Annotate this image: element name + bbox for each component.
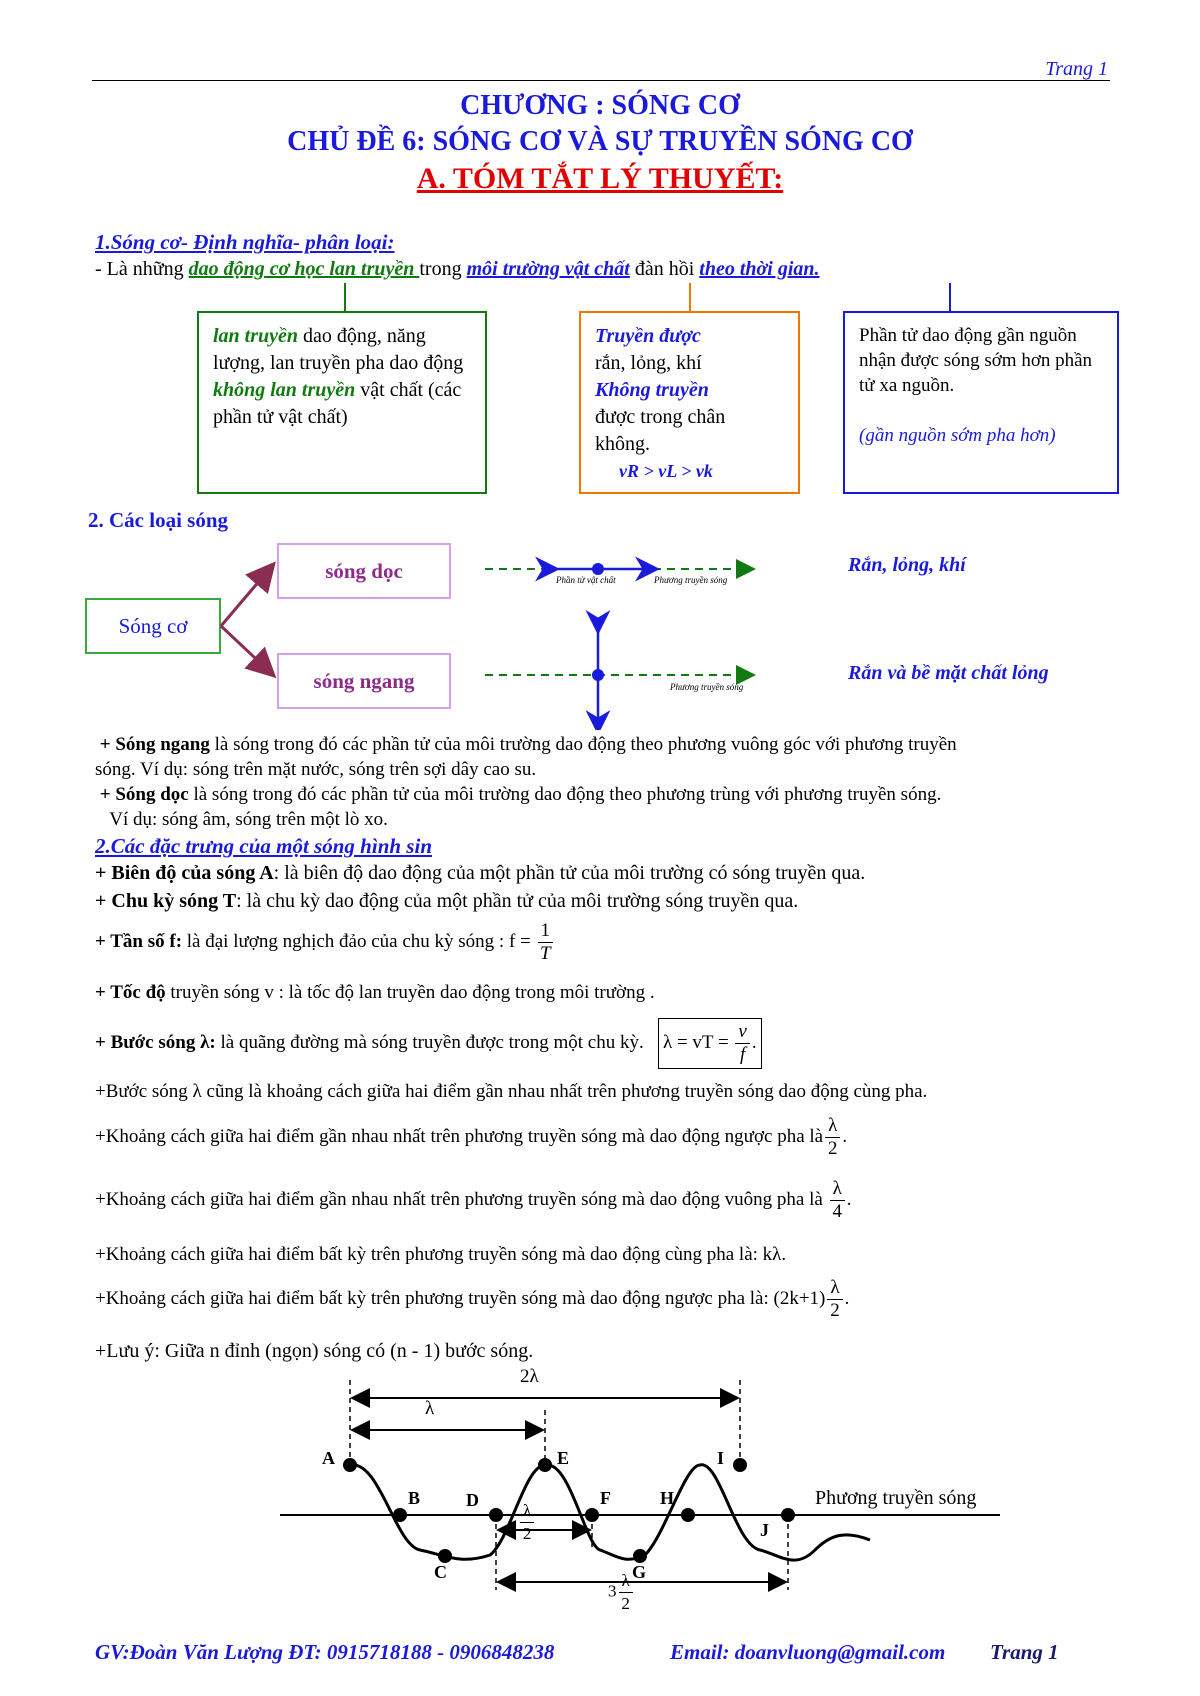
quadrature-num: λ [830, 1178, 845, 1201]
point-f-label: F [600, 1488, 611, 1508]
amplitude-term: + Biên độ của sóng A [95, 862, 274, 884]
box-green-label-a: lan truyền [213, 325, 299, 347]
any-in-phase: +Khoảng cách giữa hai điểm bất kỳ trên phương truyền sóng mà dao động cùng pha là: kλ. [95, 1244, 787, 1265]
point-i-label: I [717, 1448, 725, 1468]
box-green-label-c: không lan truyền [213, 379, 356, 401]
wave-types-heading: 2. Các loại sóng [88, 508, 229, 532]
frequency-term: + Tần số f: [95, 930, 183, 952]
point-d-label: D [466, 1490, 479, 1510]
point-j-label: J [760, 1520, 769, 1540]
label-lambda: λ [425, 1398, 435, 1419]
label-element: Phần tử vật chất [556, 575, 616, 585]
point-b-dot [393, 1508, 407, 1522]
transverse-box: sóng ngang [277, 653, 451, 709]
frequency-numerator: 1 [538, 920, 554, 943]
root-wave-box: Sóng cơ [85, 598, 221, 654]
def-text-3: đàn hồi [629, 258, 700, 280]
crest-note: +Lưu ý: Giữa n đỉnh (ngọn) sóng có (n - 1) bước sóng. [95, 1340, 534, 1362]
wavelength-formula-dot: . [751, 1031, 757, 1053]
axis-label: Phương truyền sóng [815, 1487, 977, 1509]
def-phrase-oscillation: dao động cơ học lan truyền [188, 258, 420, 280]
antiphase-text: +Khoảng cách giữa hai điểm gần nhau nhất trên phương truyền sóng mà dao động ngược pha là [95, 1125, 824, 1147]
transverse-text: là sóng trong đó các phần tử của môi trường dao động theo phương vuông góc với phương truyền [209, 734, 957, 755]
speed-term: + Tốc độ [95, 982, 166, 1003]
period-line [95, 890, 798, 913]
wavelength-term: + Bước sóng λ: [95, 1031, 216, 1053]
period-text: : là chu kỳ dao động của một phần tử của môi trường sóng truyền qua. [236, 890, 799, 912]
wavelength-line [95, 1018, 762, 1069]
quadrature-den: 4 [832, 1201, 842, 1222]
def-text-1: - Là những [95, 258, 189, 280]
medium-longitudinal: Rắn, lỏng, khí [848, 554, 966, 576]
any-antiphase-den: 2 [830, 1300, 840, 1321]
box-blue-text-b: (gần nguồn sớm pha hơn) [859, 425, 1056, 446]
point-e-dot [538, 1458, 552, 1472]
wavelength-formula-den: f [739, 1044, 746, 1065]
box-blue-text-a: Phần tử dao động gần nguồn nhận được sóng sớm hơn phần tử xa nguồn. [859, 325, 1093, 396]
box-energy-transfer [197, 311, 487, 494]
point-g-dot [633, 1549, 647, 1563]
box-green-text-b: dao động, năng lượng, lan truyền pha dao động [213, 325, 464, 374]
point-e-label: E [557, 1448, 570, 1468]
box-orange-text-d: được trong chân không. [595, 406, 726, 455]
label-half-lambda [518, 1500, 536, 1545]
footer-teacher: GV:Đoàn Văn Lượng ĐT: 0915718188 - 0906848238 [95, 1640, 555, 1664]
longitudinal-box: sóng dọc [277, 543, 451, 599]
quadrature-distance: +Khoảng cách giữa hai điểm gần nhau nhất trên phương truyền sóng mà dao động vuông pha là $\frac{\lambda}{4}$ . [95, 1178, 852, 1222]
point-c-dot [438, 1549, 452, 1563]
in-phase-distance: +Bước sóng λ cũng là khoảng cách giữa hai điểm gần nhau nhất trên phương truyền sóng dao động cùng pha. [95, 1081, 928, 1102]
box-orange-label-a: Truyền được [595, 325, 701, 347]
point-f-dot [585, 1508, 599, 1522]
three-half-num: λ [619, 1570, 633, 1593]
point-h-label: H [660, 1488, 675, 1508]
point-j-dot [781, 1508, 795, 1522]
half-lambda-den: 2 [522, 1524, 532, 1543]
speed-inequality: vR > vL > vk [619, 461, 713, 481]
def-text-2: trong [419, 258, 467, 280]
transverse-definition [95, 732, 1145, 832]
antiphase-num: λ [825, 1115, 840, 1138]
wavelength-formula-num: v [735, 1021, 749, 1044]
box-orange-text-b: rắn, lỏng, khí [595, 352, 702, 374]
longitudinal-term: + Sóng dọc [99, 784, 189, 805]
any-antiphase: +Khoảng cách giữa hai điểm bất kỳ trên phương truyền sóng mà dao động ngược pha là: (2k+1) $\frac{\lambda}{2}$ . [95, 1277, 850, 1321]
footer-email[interactable]: Email: doanvluong@gmail.com [670, 1640, 946, 1664]
wavelength-formula-box [658, 1018, 762, 1069]
antiphase-distance: +Khoảng cách giữa hai điểm gần nhau nhất trên phương truyền sóng mà dao động ngược pha là $\frac{\lambda}{2}$ . [95, 1115, 848, 1159]
def-phrase-medium: môi trường vật chất [466, 258, 630, 280]
quadrature-text: +Khoảng cách giữa hai điểm gần nhau nhất trên phương truyền sóng mà dao động vuông pha là [95, 1188, 828, 1210]
speed-text: truyền sóng v : là tốc độ lan truyền dao động trong môi trường [165, 982, 646, 1003]
point-h-dot [681, 1508, 695, 1522]
point-g-label: G [632, 1562, 647, 1582]
amplitude-text: : là biên độ dao động của một phần tử của môi trường có sóng truyền qua. [273, 862, 866, 884]
medium-transverse: Rắn và bề mặt chất lỏng [848, 662, 1049, 684]
point-a-label: A [322, 1448, 335, 1468]
label-direction-2: Phương truyền sóng [670, 682, 744, 692]
box-orange-label-c: Không truyền [595, 379, 709, 401]
def-phrase-time: theo thời gian. [699, 258, 820, 280]
three-half-den: 2 [621, 1594, 630, 1613]
page-number-header: Trang 1 [1045, 58, 1108, 80]
point-i-dot [733, 1458, 747, 1472]
three-half-coef: 3 [608, 1581, 617, 1601]
topic-title: CHỦ ĐỀ 6: SÓNG CƠ VÀ SỰ TRUYỀN SÓNG CƠ [287, 126, 913, 157]
frequency-line [95, 920, 555, 965]
chapter-title: CHƯƠNG : SÓNG CƠ [460, 90, 740, 121]
label-2lambda: 2λ [520, 1366, 539, 1387]
frequency-denominator: T [539, 943, 551, 964]
half-lambda-num: λ [520, 1500, 534, 1523]
frequency-text: là đại lượng nghịch đảo của chu kỳ sóng : f = [182, 930, 536, 952]
section-title: A. TÓM TẮT LÝ THUYẾT: [416, 162, 784, 195]
definition-connectors [0, 0, 1200, 320]
speed-end: . [645, 982, 655, 1003]
point-d-dot [489, 1508, 503, 1522]
speed-line [95, 982, 655, 1004]
features-heading: 2.Các đặc trưng của một sóng hình sin [95, 834, 432, 858]
point-a-dot [343, 1458, 357, 1472]
definition-heading: 1.Sóng cơ- Định nghĩa- phân loại: [95, 230, 395, 254]
point-b-label: B [408, 1488, 421, 1508]
transverse-example: sóng. Ví dụ: sóng trên mặt nước, sóng trên sợi dây cao su. [95, 759, 537, 780]
any-antiphase-num: λ [827, 1277, 842, 1300]
point-c-label: C [434, 1562, 447, 1582]
transverse-term: + Sóng ngang [99, 734, 210, 755]
wavelength-text: là quãng đường mà sóng truyền được trong một chu kỳ. [215, 1031, 644, 1053]
wave-types-diagram [0, 530, 1200, 730]
box-green-text-d: vật chất (các phần tử vật chất) [213, 379, 462, 428]
period-term: + Chu kỳ sóng T [95, 890, 237, 912]
box-phase-note [843, 311, 1119, 494]
longitudinal-example: Ví dụ: sóng âm, sóng trên một lò xo. [109, 809, 388, 830]
label-three-half-lambda [608, 1570, 635, 1615]
box-media [579, 311, 800, 494]
amplitude-line [95, 862, 865, 885]
longitudinal-text: là sóng trong đó các phần tử của môi trường dao động theo phương trùng với phương truyền sóng. [188, 784, 942, 805]
any-antiphase-text: +Khoảng cách giữa hai điểm bất kỳ trên phương truyền sóng mà dao động ngược pha là: (2k+1) [95, 1287, 826, 1309]
wavelength-formula-left: λ = vT = [663, 1031, 734, 1053]
label-direction-1: Phương truyền sóng [654, 575, 728, 585]
antiphase-den: 2 [827, 1138, 838, 1159]
footer-page: Trang 1 [990, 1640, 1059, 1664]
